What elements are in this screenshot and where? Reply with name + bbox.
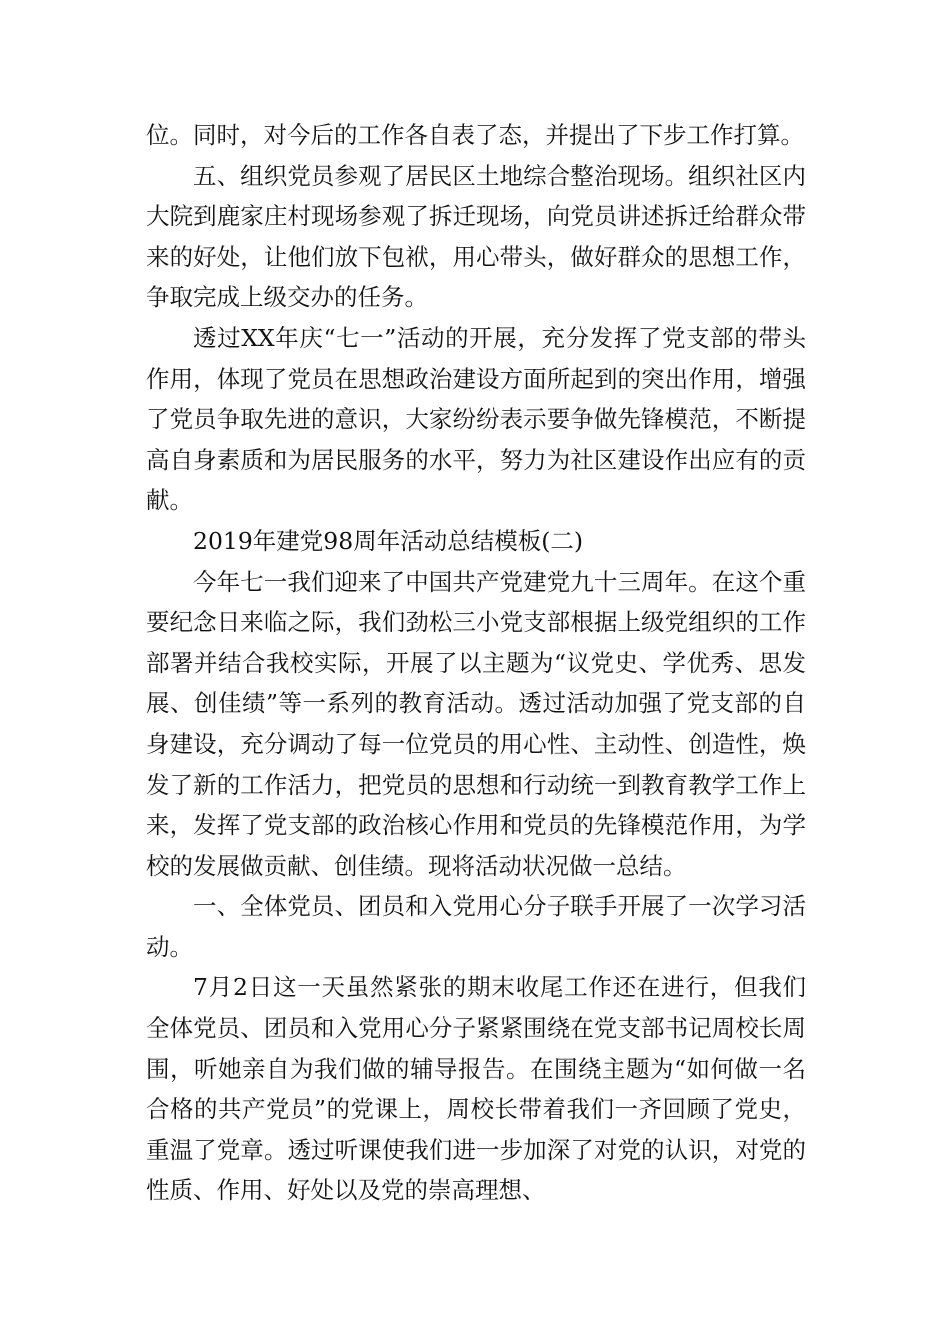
paragraph-activity-detail: 7月2日这一天虽然紧张的期末收尾工作还在进行，但我们全体党员、团员和入党用心分子紧紧围绕在党支部书记周校长周围，听她亲自为我们做的辅导报告。在围绕主题为“如何做一名合格的共产党员”的党课上，周校长带着我们一齐回顾了党史，重温了党章。透过听课使我们进一步加深了对党的认识，对党的性质、作用、好处以及党的崇高理想、 xyxy=(146,973,806,1205)
section-heading: 2019年建党98周年活动总结模板(二) xyxy=(193,526,584,555)
paragraph-continuation: 位。同时，对今后的工作各自表了态，并提出了下步工作打算。 xyxy=(146,121,804,149)
paragraph-summary: 透过XX年庆“七一”活动的开展，充分发挥了党支部的带头作用，体现了党员在思想政治建设方面所起到的突出作用，增强了党员争取先进的意识，大家纷纷表示要争做先锋模范，不断提高自身素质和为居民服务的水平，努力为社区建设作出应有的贡献。 xyxy=(146,323,806,515)
paragraph-section-five: 五、组织党员参观了居民区土地综合整治现场。组织社区内大院到鹿家庄村现场参观了拆迁现场，向党员讲述拆迁给群众带来的好处，让他们放下包袱，用心带头，做好群众的思想工作，争取完成上级交办的任务。 xyxy=(146,161,806,312)
document-body xyxy=(146,115,806,1211)
paragraph-section-one: 一、全体党员、团员和入党用心分子联手开展了一次学习活动。 xyxy=(146,892,806,961)
paragraph-intro: 今年七一我们迎来了中国共产党建党九十三周年。在这个重要纪念日来临之际，我们劲松三小党支部根据上级党组织的工作部署并结合我校实际，开展了以主题为“议党史、学优秀、思发展、创佳绩”等一系列的教育活动。透过活动加强了党支部的自身建设，充分调动了每一位党员的用心性、主动性、创造性，焕发了新的工作活力，把党员的思想和行动统一到教育教学工作上来，发挥了党支部的政治核心作用和党员的先锋模范作用，为学校的发展做贡献、创佳绩。现将活动状况做一总结。 xyxy=(146,567,806,880)
